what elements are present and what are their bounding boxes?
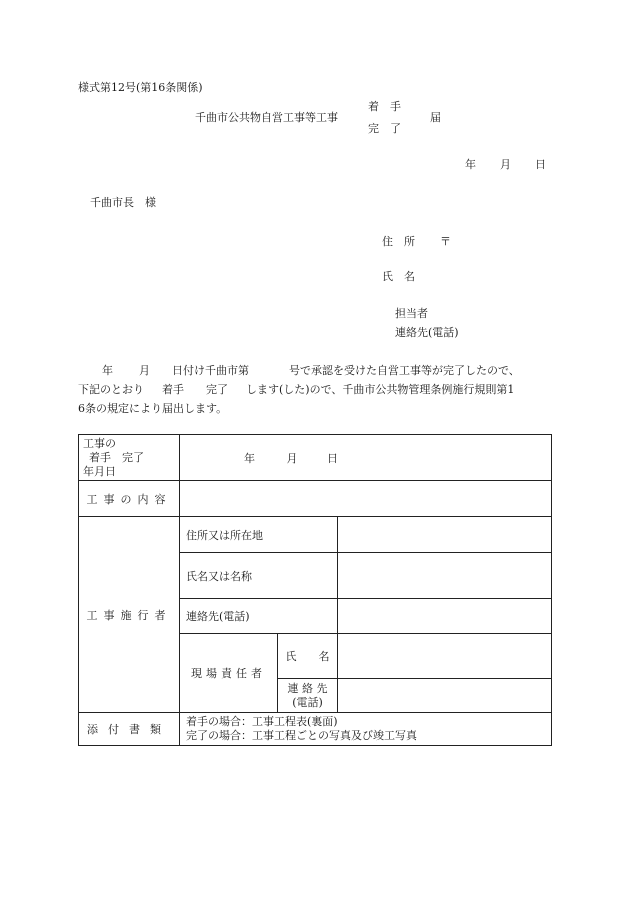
work-content-label: 工事の内容 (79, 481, 180, 517)
form-number: 様式第12号(第16条関係) (78, 81, 203, 94)
contractor-name-label: 氏名又は名称 (180, 553, 338, 599)
site-manager-contact-value[interactable] (338, 679, 552, 713)
body-line3: 6条の規定により届出します。 (78, 402, 228, 415)
notification-table (78, 434, 552, 746)
work-date-day: 日 (327, 451, 338, 465)
attachments-label: 添付書類 (79, 713, 180, 746)
body-line2-start: 下記のとおり (78, 383, 144, 396)
form-title: 千曲市公共物自営工事等工事 (195, 111, 338, 124)
attachments-line1: 着手の場合：工事工程表(裏面) (186, 715, 338, 728)
work-date-label-line3: 年月日 (83, 464, 116, 478)
row-work-date (79, 435, 552, 481)
applicant-name-label: 氏 名 (382, 270, 415, 283)
contractor-label: 工事施行者 (79, 517, 180, 713)
site-manager-contact-line1: 連 絡 先 (287, 681, 328, 695)
site-manager-contact-label-cell (278, 679, 338, 713)
row-contractor-address (79, 517, 552, 553)
title-option-complete: 完 了 (368, 122, 401, 135)
date-day-label: 日 (535, 158, 546, 171)
date-month-label: 月 (500, 158, 511, 171)
row-work-content (79, 481, 552, 517)
site-manager-contact-line2: (電話) (292, 695, 323, 709)
applicant-address-label: 住 所 (382, 235, 415, 248)
title-suffix: 届 (430, 111, 441, 124)
contractor-name-value[interactable] (338, 553, 552, 599)
attachments-line2: 完了の場合：工事工程ごとの写真及び竣工写真 (186, 729, 417, 742)
contractor-phone-label: 連絡先(電話) (180, 599, 338, 634)
work-content-value[interactable] (180, 481, 552, 517)
row-attachments (79, 713, 552, 746)
site-manager-label: 現場責任者 (180, 634, 278, 713)
body-dated-prefix: 日付け千曲市第 (172, 364, 249, 377)
attachments-value-cell (180, 713, 552, 746)
contact-person-label: 担当者 (395, 307, 428, 320)
contractor-address-label: 住所又は所在地 (180, 517, 338, 553)
body-year: 年 (102, 364, 113, 377)
contact-phone-label: 連絡先(電話) (395, 326, 459, 339)
body-line2-end: します(した)ので、千曲市公共物管理条例施行規則第1 (246, 383, 515, 396)
body-complete-option: 完了 (206, 383, 228, 396)
contractor-address-value[interactable] (338, 517, 552, 553)
addressee: 千曲市長 様 (90, 196, 156, 209)
body-start-option: 着手 (162, 383, 184, 396)
work-date-month: 月 (286, 451, 298, 465)
body-paragraph (78, 361, 554, 418)
date-year-label: 年 (465, 158, 476, 171)
work-date-label-cell (79, 435, 180, 481)
work-date-label-line1: 工事の (83, 436, 116, 450)
work-date-label-line2: 着手 完了 (89, 450, 144, 464)
work-date-year: 年 (244, 451, 255, 465)
site-manager-name-label: 氏 名 (278, 634, 338, 679)
body-month: 月 (139, 364, 150, 377)
work-date-value-cell[interactable] (180, 435, 552, 481)
site-manager-name-value[interactable] (338, 634, 552, 679)
postal-mark: 〒 (440, 235, 451, 248)
body-approval-text: 号で承認を受けた自営工事等が完了したので、 (289, 364, 520, 377)
contractor-phone-value[interactable] (338, 599, 552, 634)
title-option-start: 着 手 (368, 100, 401, 113)
